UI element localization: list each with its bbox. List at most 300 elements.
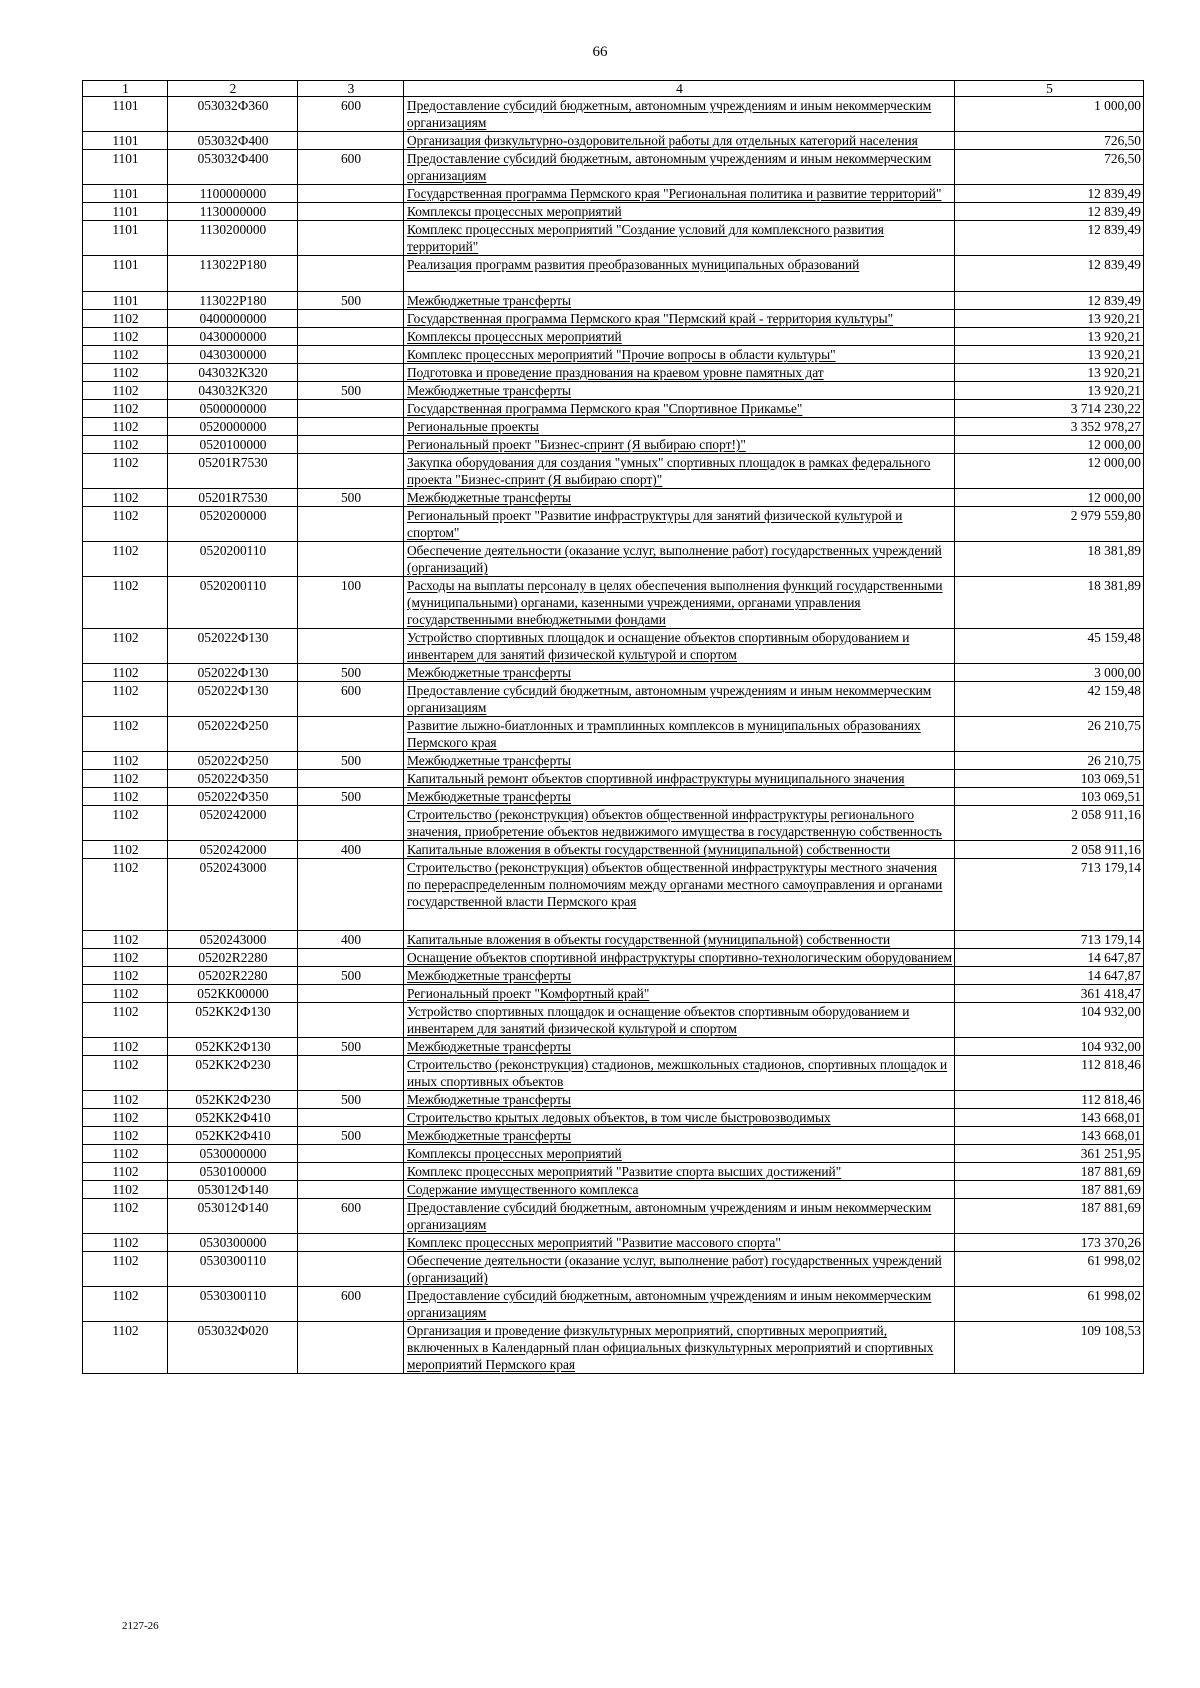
section-code-cell: 1101: [83, 97, 168, 132]
table-row: [83, 1145, 1144, 1163]
expense-type-cell: [298, 507, 404, 542]
description-cell: [404, 967, 955, 985]
description-cell: [404, 346, 955, 364]
amount-cell: 12 000,00: [955, 454, 1144, 489]
description-text: Обеспечение деятельности (оказание услуг, выполнение работ) государственных учреждений (организаций): [407, 543, 942, 575]
amount-cell: 13 920,21: [955, 346, 1144, 364]
target-article-cell: 0500000000: [168, 400, 298, 418]
description-cell: [404, 859, 955, 931]
description-text: Межбюджетные трансферты: [407, 1128, 571, 1143]
section-code-cell: 1102: [83, 1127, 168, 1145]
amount-cell: 143 668,01: [955, 1127, 1144, 1145]
description-text: Комплексы процессных мероприятий: [407, 204, 622, 219]
description-text: Комплексы процессных мероприятий: [407, 1146, 622, 1161]
table-row: [83, 418, 1144, 436]
table-row: [83, 949, 1144, 967]
description-cell: [404, 221, 955, 256]
expense-type-cell: 600: [298, 682, 404, 717]
section-code-cell: 1101: [83, 150, 168, 185]
description-text: Содержание имущественного комплекса: [407, 1182, 639, 1197]
target-article-cell: 053032Ф020: [168, 1322, 298, 1374]
section-code-cell: 1102: [83, 1234, 168, 1252]
section-code-cell: 1102: [83, 328, 168, 346]
section-code-cell: 1102: [83, 1145, 168, 1163]
table-row: [83, 346, 1144, 364]
section-code-cell: 1102: [83, 841, 168, 859]
table-row: [83, 542, 1144, 577]
amount-cell: 18 381,89: [955, 542, 1144, 577]
description-text: Комплекс процессных мероприятий "Развитие массового спорта": [407, 1235, 781, 1250]
table-header: [83, 81, 1144, 97]
table-row: [83, 132, 1144, 150]
expense-type-cell: [298, 1252, 404, 1287]
description-cell: [404, 256, 955, 292]
amount-cell: 13 920,21: [955, 382, 1144, 400]
amount-cell: 2 979 559,80: [955, 507, 1144, 542]
description-text: Межбюджетные трансферты: [407, 1039, 571, 1054]
table-row: [83, 1287, 1144, 1322]
expense-type-cell: 500: [298, 1091, 404, 1109]
table-row: [83, 985, 1144, 1003]
expense-type-cell: 500: [298, 1127, 404, 1145]
amount-cell: 361 418,47: [955, 985, 1144, 1003]
description-cell: [404, 949, 955, 967]
target-article-cell: 052022Ф130: [168, 629, 298, 664]
amount-cell: 1 000,00: [955, 97, 1144, 132]
description-cell: [404, 1163, 955, 1181]
target-article-cell: 0520100000: [168, 436, 298, 454]
table-row: [83, 292, 1144, 310]
description-cell: [404, 418, 955, 436]
description-cell: [404, 542, 955, 577]
amount-cell: 3 352 978,27: [955, 418, 1144, 436]
target-article-cell: 052022Ф130: [168, 682, 298, 717]
target-article-cell: 052КК2Ф230: [168, 1091, 298, 1109]
target-article-cell: 1130000000: [168, 203, 298, 221]
description-text: Межбюджетные трансферты: [407, 968, 571, 983]
description-cell: [404, 664, 955, 682]
amount-cell: 361 251,95: [955, 1145, 1144, 1163]
expense-type-cell: [298, 1003, 404, 1038]
table-row: [83, 1003, 1144, 1038]
table-row: [83, 967, 1144, 985]
description-cell: [404, 1127, 955, 1145]
description-cell: [404, 682, 955, 717]
section-code-cell: 1102: [83, 1003, 168, 1038]
table-row: [83, 256, 1144, 292]
description-cell: [404, 310, 955, 328]
description-cell: [404, 364, 955, 382]
section-code-cell: 1101: [83, 221, 168, 256]
expense-type-cell: 600: [298, 1199, 404, 1234]
expense-type-cell: [298, 436, 404, 454]
section-code-cell: 1102: [83, 1056, 168, 1091]
target-article-cell: 052КК2Ф130: [168, 1003, 298, 1038]
expense-type-cell: [298, 256, 404, 292]
amount-cell: 103 069,51: [955, 788, 1144, 806]
target-article-cell: 0520242000: [168, 841, 298, 859]
table-row: [83, 150, 1144, 185]
target-article-cell: 0520242000: [168, 806, 298, 841]
table-row: [83, 788, 1144, 806]
expense-type-cell: [298, 400, 404, 418]
table-row: [83, 1234, 1144, 1252]
description-text: Предоставление субсидий бюджетным, автономным учреждениям и иным некоммерческим организациям: [407, 683, 932, 715]
amount-cell: 12 839,49: [955, 221, 1144, 256]
description-text: Строительство крытых ледовых объектов, в том числе быстровозводимых: [407, 1110, 831, 1125]
expense-type-cell: [298, 985, 404, 1003]
amount-cell: 187 881,69: [955, 1199, 1144, 1234]
description-text: Строительство (реконструкция) стадионов, межшкольных стадионов, спортивных площадок и иных спортивных объектов: [407, 1057, 948, 1089]
expense-type-cell: [298, 806, 404, 841]
description-cell: [404, 841, 955, 859]
section-code-cell: 1102: [83, 1287, 168, 1322]
header-col-4: 4: [404, 81, 955, 97]
expense-type-cell: 500: [298, 489, 404, 507]
description-cell: [404, 1234, 955, 1252]
target-article-cell: 0530000000: [168, 1145, 298, 1163]
section-code-cell: 1102: [83, 752, 168, 770]
section-code-cell: 1101: [83, 185, 168, 203]
description-cell: [404, 97, 955, 132]
section-code-cell: 1101: [83, 256, 168, 292]
amount-cell: 12 000,00: [955, 436, 1144, 454]
description-text: Межбюджетные трансферты: [407, 383, 571, 398]
description-text: Строительство (реконструкция) объектов общественной инфраструктуры регионального значения, приобретение объектов недвижимого имущества в государственную собственность: [407, 807, 942, 839]
table-row: [83, 1056, 1144, 1091]
section-code-cell: 1102: [83, 577, 168, 629]
header-col-3: 3: [298, 81, 404, 97]
section-code-cell: 1102: [83, 806, 168, 841]
target-article-cell: 053032Ф400: [168, 150, 298, 185]
section-code-cell: 1101: [83, 132, 168, 150]
section-code-cell: 1102: [83, 682, 168, 717]
description-text: Комплексы процессных мероприятий: [407, 329, 622, 344]
target-article-cell: 05202R2280: [168, 967, 298, 985]
amount-cell: 103 069,51: [955, 770, 1144, 788]
section-code-cell: 1102: [83, 629, 168, 664]
table-row: [83, 1199, 1144, 1234]
section-code-cell: 1102: [83, 770, 168, 788]
target-article-cell: 0530300110: [168, 1287, 298, 1322]
amount-cell: 109 108,53: [955, 1322, 1144, 1374]
description-cell: [404, 292, 955, 310]
expense-type-cell: [298, 859, 404, 931]
description-cell: [404, 1145, 955, 1163]
description-text: Капитальный ремонт объектов спортивной инфраструктуры муниципального значения: [407, 771, 905, 786]
description-cell: [404, 931, 955, 949]
description-text: Предоставление субсидий бюджетным, автономным учреждениям и иным некоммерческим организациям: [407, 1200, 932, 1232]
amount-cell: 26 210,75: [955, 752, 1144, 770]
description-cell: [404, 752, 955, 770]
amount-cell: 61 998,02: [955, 1252, 1144, 1287]
table-row: [83, 1181, 1144, 1199]
target-article-cell: 0530300110: [168, 1252, 298, 1287]
description-cell: [404, 454, 955, 489]
target-article-cell: 0430000000: [168, 328, 298, 346]
target-article-cell: 053032Ф360: [168, 97, 298, 132]
expense-type-cell: [298, 770, 404, 788]
header-col-2: 2: [168, 81, 298, 97]
description-cell: [404, 1038, 955, 1056]
description-text: Государственная программа Пермского края "Спортивное Прикамье": [407, 401, 803, 416]
table-row: [83, 436, 1144, 454]
expense-type-cell: [298, 454, 404, 489]
expense-type-cell: [298, 132, 404, 150]
expense-type-cell: 400: [298, 931, 404, 949]
amount-cell: 12 839,49: [955, 256, 1144, 292]
footer-code: 2127-26: [122, 1620, 159, 1632]
amount-cell: 104 932,00: [955, 1003, 1144, 1038]
table-row: [83, 1038, 1144, 1056]
target-article-cell: 052КК2Ф410: [168, 1127, 298, 1145]
target-article-cell: 113022Р180: [168, 256, 298, 292]
table-body: [83, 97, 1144, 1374]
table-row: [83, 682, 1144, 717]
section-code-cell: 1102: [83, 454, 168, 489]
target-article-cell: 1100000000: [168, 185, 298, 203]
target-article-cell: 052022Ф250: [168, 752, 298, 770]
expense-type-cell: 500: [298, 1038, 404, 1056]
expense-type-cell: [298, 1163, 404, 1181]
section-code-cell: 1102: [83, 1252, 168, 1287]
target-article-cell: 05202R2280: [168, 949, 298, 967]
target-article-cell: 0430300000: [168, 346, 298, 364]
section-code-cell: 1102: [83, 346, 168, 364]
description-cell: [404, 717, 955, 752]
amount-cell: 187 881,69: [955, 1181, 1144, 1199]
section-code-cell: 1102: [83, 382, 168, 400]
target-article-cell: 1130200000: [168, 221, 298, 256]
amount-cell: 45 159,48: [955, 629, 1144, 664]
description-text: Устройство спортивных площадок и оснащение объектов спортивным оборудованием и инвентарем для занятий физической культурой и спортом: [407, 630, 910, 662]
expense-type-cell: [298, 717, 404, 752]
description-text: Оснащение объектов спортивной инфраструктуры спортивно-технологическим оборудованием: [407, 950, 952, 965]
expense-type-cell: 600: [298, 97, 404, 132]
description-cell: [404, 132, 955, 150]
target-article-cell: 0400000000: [168, 310, 298, 328]
section-code-cell: 1101: [83, 292, 168, 310]
section-code-cell: 1102: [83, 1163, 168, 1181]
table-row: [83, 328, 1144, 346]
table-row: [83, 664, 1144, 682]
description-text: Государственная программа Пермского края "Региональная политика и развитие территорий": [407, 186, 942, 201]
section-code-cell: 1102: [83, 507, 168, 542]
table-row: [83, 203, 1144, 221]
description-text: Региональный проект "Комфортный край": [407, 986, 650, 1001]
expense-type-cell: 600: [298, 150, 404, 185]
table-row: [83, 806, 1144, 841]
expense-type-cell: [298, 1145, 404, 1163]
table-row: [83, 454, 1144, 489]
description-text: Развитие лыжно-биатлонных и трамплинных комплексов в муниципальных образованиях Пермского края: [407, 718, 921, 750]
target-article-cell: 053012Ф140: [168, 1199, 298, 1234]
table-row: [83, 1322, 1144, 1374]
expense-type-cell: [298, 1056, 404, 1091]
section-code-cell: 1102: [83, 1038, 168, 1056]
section-code-cell: 1102: [83, 436, 168, 454]
amount-cell: 13 920,21: [955, 364, 1144, 382]
target-article-cell: 052КК2Ф230: [168, 1056, 298, 1091]
amount-cell: 61 998,02: [955, 1287, 1144, 1322]
description-cell: [404, 788, 955, 806]
target-article-cell: 052022Ф130: [168, 664, 298, 682]
amount-cell: 26 210,75: [955, 717, 1144, 752]
description-cell: [404, 1287, 955, 1322]
table-row: [83, 770, 1144, 788]
target-article-cell: 052КК2Ф410: [168, 1109, 298, 1127]
section-code-cell: 1102: [83, 542, 168, 577]
expense-type-cell: [298, 328, 404, 346]
expense-type-cell: 600: [298, 1287, 404, 1322]
expense-type-cell: [298, 1181, 404, 1199]
expense-type-cell: [298, 310, 404, 328]
expense-type-cell: [298, 949, 404, 967]
section-code-cell: 1102: [83, 788, 168, 806]
description-text: Организация и проведение физкультурных мероприятий, спортивных мероприятий, включенных в Календарный план официальных физкультурных мероприятий и спортивных мероприятий Пермского края: [407, 1323, 934, 1372]
description-cell: [404, 400, 955, 418]
description-text: Межбюджетные трансферты: [407, 753, 571, 768]
expense-type-cell: 400: [298, 841, 404, 859]
description-cell: [404, 489, 955, 507]
section-code-cell: 1102: [83, 949, 168, 967]
target-article-cell: 05201R7530: [168, 454, 298, 489]
expense-type-cell: [298, 418, 404, 436]
section-code-cell: 1102: [83, 310, 168, 328]
table-row: [83, 841, 1144, 859]
section-code-cell: 1102: [83, 1181, 168, 1199]
description-text: Организация физкультурно-оздоровительной работы для отдельных категорий населения: [407, 133, 918, 148]
section-code-cell: 1102: [83, 1109, 168, 1127]
expense-type-cell: 500: [298, 292, 404, 310]
expense-type-cell: [298, 542, 404, 577]
section-code-cell: 1102: [83, 1322, 168, 1374]
target-article-cell: 0520243000: [168, 931, 298, 949]
table-row: [83, 629, 1144, 664]
description-text: Комплекс процессных мероприятий "Прочие вопросы в области культуры": [407, 347, 836, 362]
target-article-cell: 052022Ф350: [168, 788, 298, 806]
table-row: [83, 1252, 1144, 1287]
description-text: Предоставление субсидий бюджетным, автономным учреждениям и иным некоммерческим организациям: [407, 1288, 932, 1320]
expense-type-cell: [298, 203, 404, 221]
section-code-cell: 1102: [83, 859, 168, 931]
amount-cell: 12 839,49: [955, 185, 1144, 203]
description-cell: [404, 806, 955, 841]
description-text: Предоставление субсидий бюджетным, автономным учреждениям и иным некоммерческим организациям: [407, 151, 932, 183]
expense-type-cell: [298, 364, 404, 382]
description-cell: [404, 1091, 955, 1109]
amount-cell: 13 920,21: [955, 328, 1144, 346]
section-code-cell: 1102: [83, 1199, 168, 1234]
table-row: [83, 364, 1144, 382]
description-cell: [404, 1056, 955, 1091]
target-article-cell: 0530100000: [168, 1163, 298, 1181]
target-article-cell: 053012Ф140: [168, 1181, 298, 1199]
description-cell: [404, 1199, 955, 1234]
target-article-cell: 05201R7530: [168, 489, 298, 507]
description-text: Региональные проекты: [407, 419, 539, 434]
description-text: Межбюджетные трансферты: [407, 1092, 571, 1107]
table-row: [83, 507, 1144, 542]
table-row: [83, 382, 1144, 400]
description-cell: [404, 1109, 955, 1127]
section-code-cell: 1102: [83, 1091, 168, 1109]
description-text: Государственная программа Пермского края "Пермский край - территория культуры": [407, 311, 894, 326]
expense-type-cell: 500: [298, 788, 404, 806]
description-text: Устройство спортивных площадок и оснащение объектов спортивным оборудованием и инвентарем для занятий физической культурой и спортом: [407, 1004, 910, 1036]
amount-cell: 2 058 911,16: [955, 806, 1144, 841]
amount-cell: 12 000,00: [955, 489, 1144, 507]
description-text: Предоставление субсидий бюджетным, автономным учреждениям и иным некоммерческим организациям: [407, 98, 932, 130]
amount-cell: 187 881,69: [955, 1163, 1144, 1181]
description-cell: [404, 436, 955, 454]
description-text: Закупка оборудования для создания "умных" спортивных площадок в рамках федерального проекта "Бизнес-спринт (Я выбираю спорт)": [407, 455, 931, 487]
table-row: [83, 859, 1144, 931]
expense-type-cell: 100: [298, 577, 404, 629]
description-text: Межбюджетные трансферты: [407, 665, 571, 680]
amount-cell: 713 179,14: [955, 859, 1144, 931]
description-cell: [404, 203, 955, 221]
description-text: Комплекс процессных мероприятий "Развитие спорта высших достижений": [407, 1164, 842, 1179]
expense-type-cell: 500: [298, 967, 404, 985]
description-text: Капитальные вложения в объекты государственной (муниципальной) собственности: [407, 932, 891, 947]
description-cell: [404, 1003, 955, 1038]
table-row: [83, 310, 1144, 328]
table-row: [83, 577, 1144, 629]
target-article-cell: 043032К320: [168, 382, 298, 400]
amount-cell: 14 647,87: [955, 967, 1144, 985]
table-row: [83, 1109, 1144, 1127]
description-text: Комплекс процессных мероприятий "Создание условий для комплексного развития территорий": [407, 222, 884, 254]
header-col-5: 5: [955, 81, 1144, 97]
description-text: Расходы на выплаты персоналу в целях обеспечения выполнения функций государственными (муниципальными) органами, казенными учреждениями, органами управления государственными внебюджетными фондами: [407, 578, 943, 627]
description-text: Межбюджетные трансферты: [407, 490, 571, 505]
description-cell: [404, 328, 955, 346]
target-article-cell: 0520243000: [168, 859, 298, 931]
section-code-cell: 1102: [83, 931, 168, 949]
description-cell: [404, 1252, 955, 1287]
section-code-cell: 1102: [83, 400, 168, 418]
table-row: [83, 717, 1144, 752]
description-text: Реализация программ развития преобразованных муниципальных образований: [407, 257, 860, 272]
section-code-cell: 1102: [83, 418, 168, 436]
description-text: Строительство (реконструкция) объектов общественной инфраструктуры местного значения по перераспределенным полномочиям между органами местного самоуправления и органами государственной власти Пермского края: [407, 860, 943, 909]
amount-cell: 13 920,21: [955, 310, 1144, 328]
amount-cell: 713 179,14: [955, 931, 1144, 949]
description-cell: [404, 1322, 955, 1374]
amount-cell: 112 818,46: [955, 1091, 1144, 1109]
section-code-cell: 1102: [83, 664, 168, 682]
target-article-cell: 052КК2Ф130: [168, 1038, 298, 1056]
target-article-cell: 0520200110: [168, 542, 298, 577]
table-row: [83, 185, 1144, 203]
description-text: Подготовка и проведение празднования на краевом уровне памятных дат: [407, 365, 824, 380]
amount-cell: 14 647,87: [955, 949, 1144, 967]
description-cell: [404, 150, 955, 185]
description-text: Межбюджетные трансферты: [407, 293, 571, 308]
section-code-cell: 1101: [83, 203, 168, 221]
description-cell: [404, 185, 955, 203]
section-code-cell: 1102: [83, 489, 168, 507]
amount-cell: 3 714 230,22: [955, 400, 1144, 418]
description-text: Межбюджетные трансферты: [407, 789, 571, 804]
description-text: Региональный проект "Бизнес-спринт (Я выбираю спорт!)": [407, 437, 746, 452]
target-article-cell: 0520200000: [168, 507, 298, 542]
section-code-cell: 1102: [83, 967, 168, 985]
description-cell: [404, 577, 955, 629]
expense-type-cell: [298, 221, 404, 256]
target-article-cell: 043032К320: [168, 364, 298, 382]
